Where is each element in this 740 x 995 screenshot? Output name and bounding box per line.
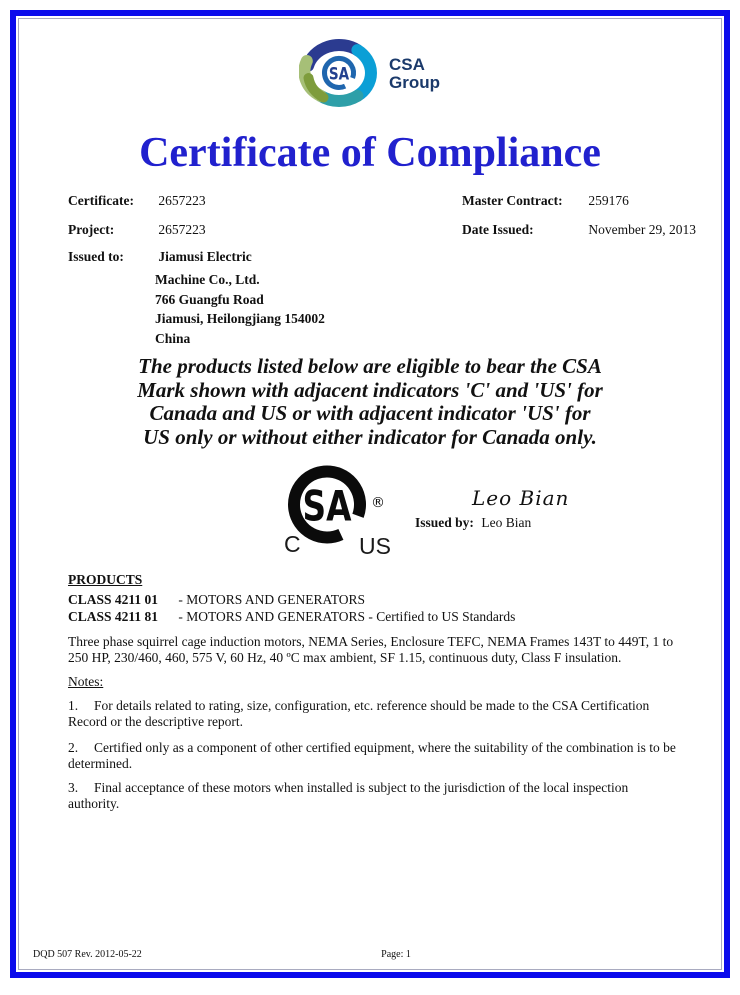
- product-description: Three phase squirrel cage induction motors, NEMA Series, Enclosure TEFC, NEMA Frames 143T to 449T, 1 to 250 HP, 230/460, 460, 575 V, 60 Hz, 40 ºC max ambient, SF 1.15, continuous duty, Class F insulation.: [68, 634, 674, 665]
- date-issued-label: Date Issued:: [462, 222, 534, 237]
- certificate-row: [68, 193, 206, 209]
- issued-by-value: Leo Bian: [481, 515, 532, 530]
- class-row: [68, 592, 365, 608]
- logo-text-line1: CSA: [389, 55, 425, 74]
- mark-us-indicator: US: [359, 533, 391, 558]
- issued-to-row: [68, 249, 252, 265]
- note-number: 2.: [68, 740, 79, 755]
- note-text: Certified only as a component of other certified equipment, where the suitability of the combination is to be determined.: [68, 740, 676, 771]
- class-description: - MOTORS AND GENERATORS - Certified to US Standards: [178, 609, 516, 624]
- footer-doc-ref: DQD 507 Rev. 2012-05-22: [33, 949, 142, 960]
- note-item: [68, 740, 682, 772]
- master-contract-label: Master Contract:: [462, 193, 563, 208]
- logo-text-line2: Group: [389, 73, 440, 92]
- notes-heading: Notes:: [68, 674, 104, 689]
- project-row: [68, 222, 206, 238]
- products-heading: PRODUCTS: [68, 572, 143, 587]
- project-label: Project:: [68, 222, 115, 237]
- csa-group-logo-text: [389, 56, 440, 92]
- note-text: For details related to rating, size, configuration, etc. reference should be made to the CSA Certification Record or the descriptive report.: [68, 698, 650, 729]
- issued-to-name: Jiamusi Electric: [158, 249, 252, 264]
- statement-line: Canada and US or with adjacent indicator 'US' for: [149, 401, 591, 425]
- note-number: 1.: [68, 698, 79, 713]
- registered-symbol: ®: [371, 495, 385, 511]
- footer-page-number: Page: 1: [381, 949, 411, 960]
- address-line: Jiamusi, Heilongjiang 154002: [155, 311, 325, 326]
- note-item: [68, 780, 682, 812]
- certificate-label: Certificate:: [68, 193, 134, 208]
- class-row: [68, 609, 515, 625]
- date-issued-row: [462, 222, 696, 238]
- issued-to-label: Issued to:: [68, 249, 124, 264]
- master-contract-row: [462, 193, 629, 209]
- statement-line: The products listed below are eligible to bear the CSA: [138, 354, 602, 378]
- csa-group-logo-icon: [299, 36, 381, 110]
- class-description: - MOTORS AND GENERATORS: [178, 592, 366, 607]
- issued-by-label: Issued by:: [415, 515, 474, 530]
- mark-c-indicator: C: [284, 531, 301, 557]
- note-text: Final acceptance of these motors when installed is subject to the jurisdiction of the local inspection authority.: [68, 780, 629, 811]
- issued-by-row: [415, 515, 531, 531]
- logo-monogram-text: SA: [328, 64, 350, 84]
- mark-monogram-text: SA: [302, 481, 352, 531]
- signature-script: Leo Bian: [472, 486, 570, 510]
- csa-certification-mark-icon: [276, 458, 404, 558]
- note-number: 3.: [68, 780, 79, 795]
- eligibility-statement: [70, 355, 670, 449]
- page-title: Certificate of Compliance: [139, 130, 601, 176]
- statement-line: US only or without either indicator for Canada only.: [143, 424, 597, 449]
- address-line: 766 Guangfu Road: [155, 291, 264, 307]
- issued-to-address: [155, 270, 325, 348]
- class-code: CLASS 4211 81: [68, 609, 159, 624]
- class-code: CLASS 4211 01: [68, 592, 159, 607]
- master-contract-value: 259176: [588, 193, 629, 208]
- date-issued-value: November 29, 2013: [588, 222, 696, 237]
- project-value: 2657223: [158, 222, 206, 237]
- certificate-value: 2657223: [158, 193, 206, 208]
- address-line: China: [155, 330, 191, 346]
- note-item: [68, 698, 682, 730]
- statement-line: Mark shown with adjacent indicators 'C' and 'US' for: [137, 377, 603, 402]
- address-line: Machine Co., Ltd.: [155, 272, 260, 287]
